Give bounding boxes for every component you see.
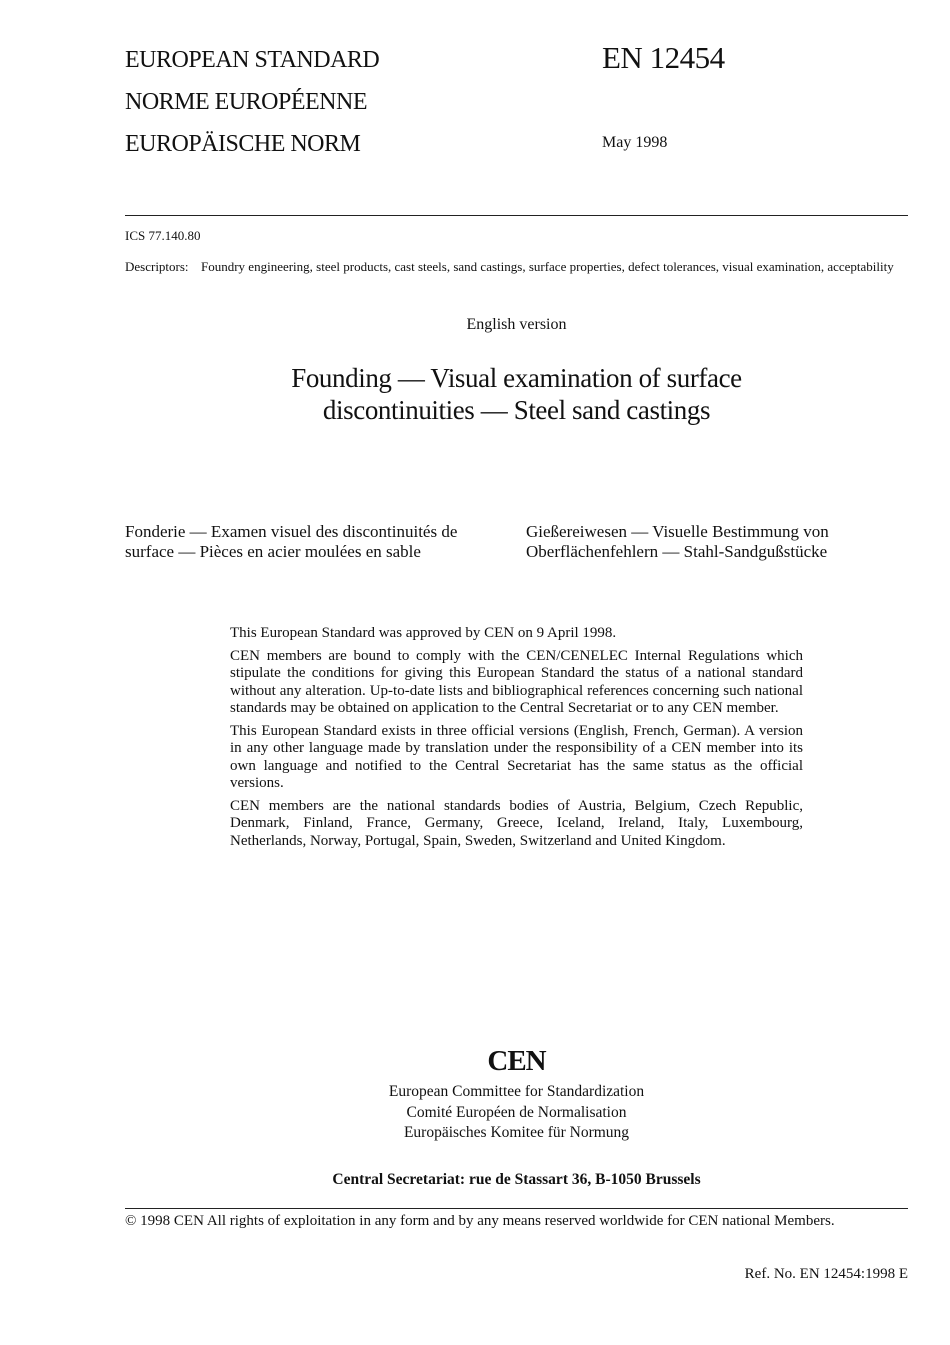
header-title-fr: NORME EUROPÉENNE (125, 89, 367, 115)
title-french-line2: surface — Pièces en acier moulées en sable (125, 542, 421, 561)
notice-regulations: CEN members are bound to comply with the CEN/CENELEC Internal Regulations which stipulate the conditions for giving this European Standard the status of a national standard without any alteration. Up-to-date lists and bibliographical references concerning such national standards may be obtained on application to the Central Secretariat or to any CEN member. (230, 647, 803, 716)
document-title-line2: discontinuities — Steel sand castings (322, 395, 711, 425)
title-german (526, 522, 906, 562)
org-name-fr: Comité Européen de Normalisation (406, 1103, 627, 1121)
approval-notice (230, 625, 803, 855)
publication-date: May 1998 (602, 134, 668, 151)
title-german-line2: Oberflächenfehlern — Stahl-Sandgußstücke (526, 542, 828, 561)
notice-versions: This European Standard exists in three official versions (English, French, German). A version in any other language made by translation under the responsibility of a CEN member into its own language and notified to the Central Secretariat has the same status as the official versions. (230, 722, 803, 791)
header-divider (125, 215, 908, 216)
title-german-line1: Gießereiwesen — Visuelle Bestimmung von (526, 522, 829, 541)
cen-logo-text: CEN (487, 1045, 546, 1077)
org-name-en: European Committee for Standardization (388, 1083, 645, 1100)
organization-names (125, 1082, 908, 1144)
header-title-en: EUROPEAN STANDARD (125, 47, 380, 73)
ics-code: ICS 77.140.80 (125, 228, 201, 243)
header-title-de: EUROPÄISCHE NORM (125, 131, 361, 157)
document-title-line1: Founding — Visual examination of surface (291, 363, 742, 393)
copyright-notice: © 1998 CEN All rights of exploitation in any form and by any means reserved worldwide for CEN national Members. (125, 1213, 835, 1229)
title-french-line1: Fonderie — Examen visuel des discontinuités de (125, 522, 458, 541)
descriptors-text: Foundry engineering, steel products, cast steels, sand castings, surface properties, defect tolerances, visual examination, acceptability (201, 259, 894, 274)
reference-number: Ref. No. EN 12454:1998 E (744, 1266, 908, 1282)
descriptors-label: Descriptors: (125, 259, 189, 274)
notice-members: CEN members are the national standards bodies of Austria, Belgium, Czech Republic, Denmark, Finland, France, Germany, Greece, Iceland, Ireland, Italy, Luxembourg, Netherlands, Norway, Portugal, Spain, Sweden, Switzerland and United Kingdom. (230, 797, 803, 849)
footer-divider (125, 1208, 908, 1209)
version-label: English version (466, 316, 567, 333)
document-title (125, 362, 908, 426)
secretariat-address: Central Secretariat: rue de Stassart 36, B-1050 Brussels (332, 1171, 701, 1188)
notice-approval: This European Standard was approved by CEN on 9 April 1998. (230, 625, 617, 641)
title-french (125, 522, 505, 562)
org-name-de: Europäisches Komitee für Normung (403, 1124, 630, 1141)
standard-number: EN 12454 (602, 40, 725, 75)
